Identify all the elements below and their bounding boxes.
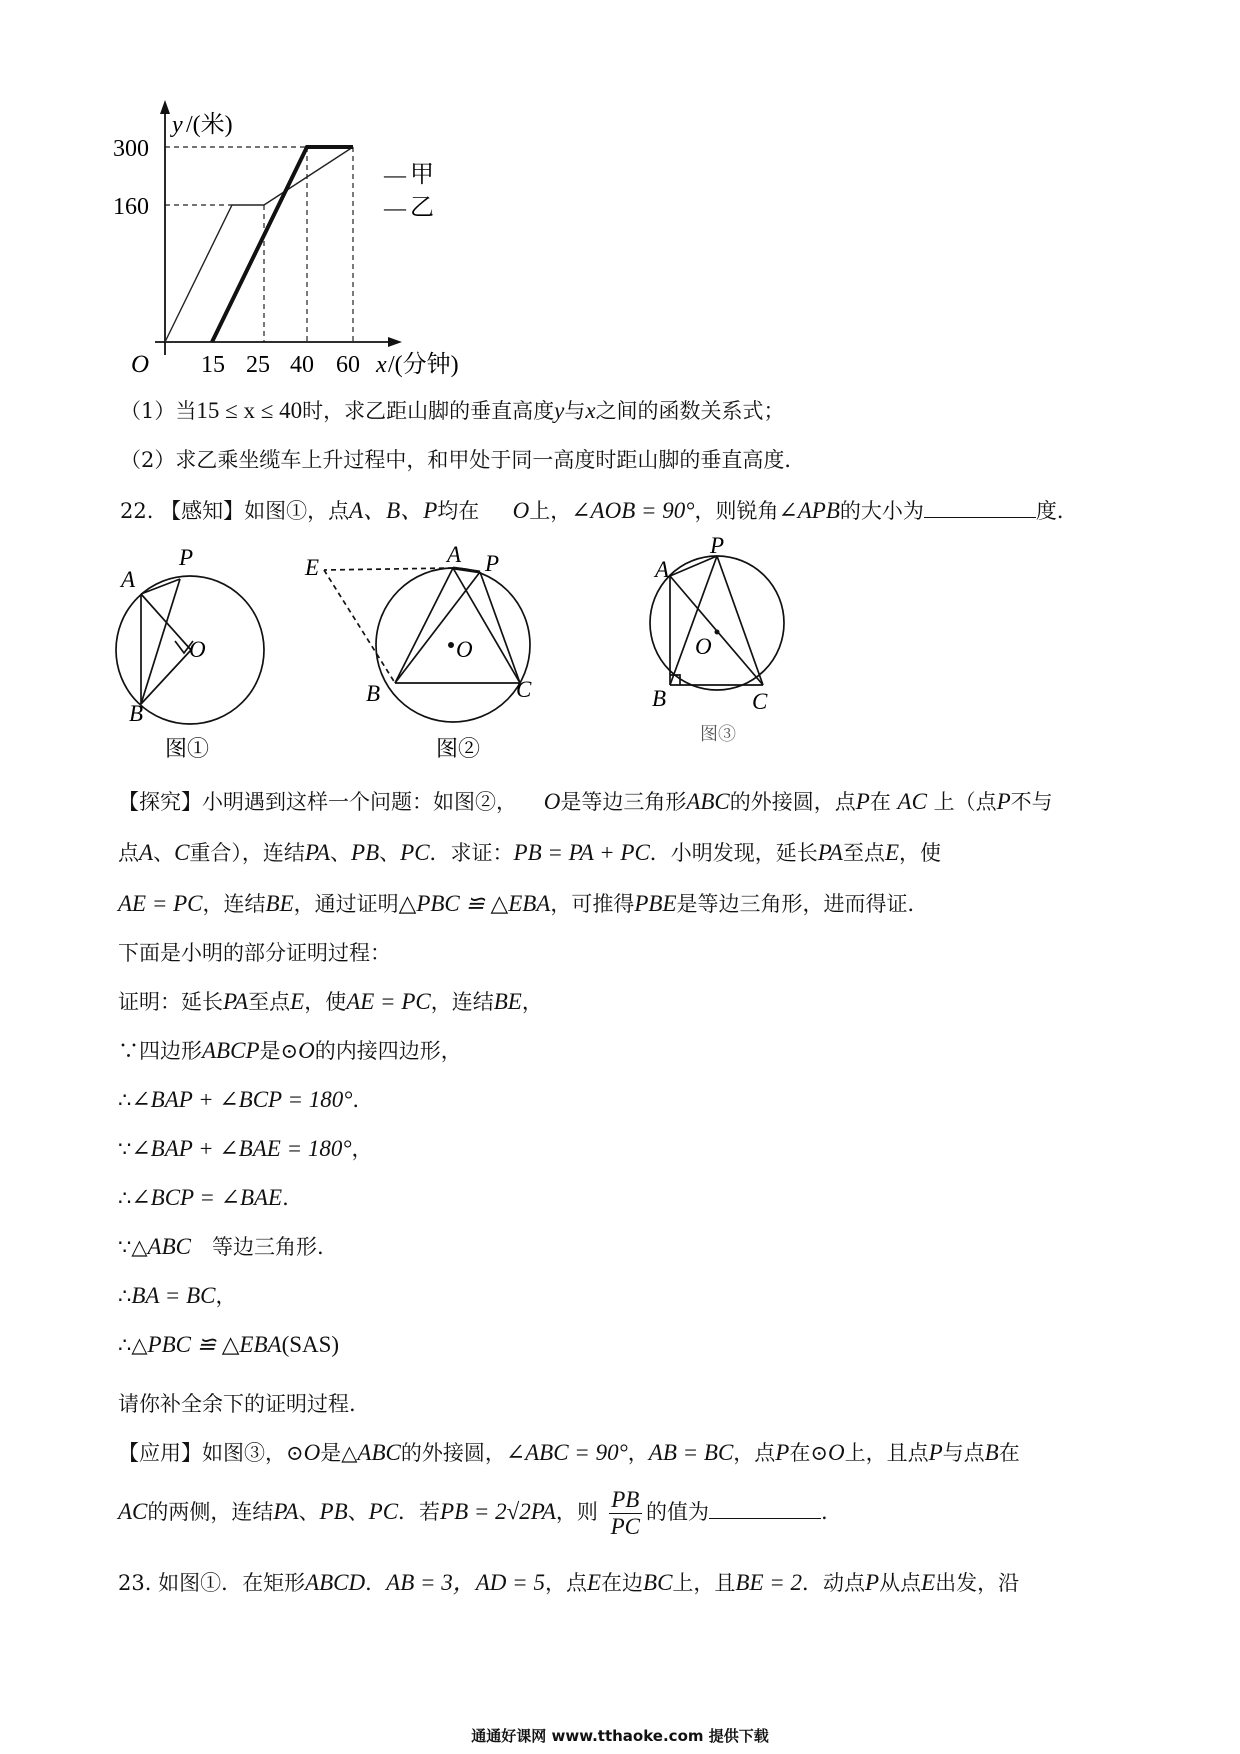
fig2-label-e: E xyxy=(305,555,320,580)
proof-step-7: ∴BA = BC， xyxy=(118,1283,237,1308)
y-tick-160: 160 xyxy=(113,194,149,220)
fig3-label-p: P xyxy=(710,535,725,558)
legend-label-yi: 乙 xyxy=(410,195,434,221)
series-jia-line xyxy=(212,147,353,342)
fig3-label-o: O xyxy=(695,634,712,659)
fig3-label-a: A xyxy=(655,557,670,582)
fig3-caption: 图③ xyxy=(700,724,736,744)
fig2-label-c: C xyxy=(516,677,532,702)
fig3-label-b: B xyxy=(652,686,667,711)
fig1-lines xyxy=(141,579,193,704)
x-axis-unit: /(分钟) xyxy=(388,352,459,378)
proof-step-2: ∵四边形ABCP是⊙O的内接四边形， xyxy=(118,1038,462,1063)
explore-line-2: 点A、C重合），连结PA、PB、PC．求证：PB = PA + PC．小明发现，延长PA至点E，使 xyxy=(118,840,941,865)
apply-line-1: 【应用】如图③，⊙O是△ABC的外接圆，∠ABC = 90°，AB = BC，点P在⊙O上，且点P与点B在 xyxy=(118,1440,1020,1465)
y-axis-unit: /(米) xyxy=(186,112,233,138)
q22-perceive: 22. 【感知】如图①，点A、B、P均在 O上，∠AOB = 90°，则锐角∠APB的大小为 度． xyxy=(120,495,1078,526)
x-axis-var: x xyxy=(376,352,387,378)
y-axis-var: y xyxy=(172,112,183,138)
fig1-label-p: P xyxy=(179,545,194,570)
page-footer: 通通好课网 www.tthaoke.com 提供下载 xyxy=(471,1727,769,1745)
fig2-label-p: P xyxy=(485,551,500,576)
legend-mark-jia: — xyxy=(384,162,406,187)
answer-blank-ratio[interactable] xyxy=(709,1496,821,1519)
fig2-center-dot xyxy=(448,642,454,648)
fig1-label-o: O xyxy=(189,637,206,662)
q21-part1: （1）当15 ≤ x ≤ 40时，求乙距山脚的垂直高度y与x之间的函数关系式； xyxy=(120,398,785,423)
proof-intro: 下面是小明的部分证明过程： xyxy=(118,941,391,965)
y-tick-300: 300 xyxy=(113,136,149,162)
q23-line: 23. 如图①．在矩形ABCD．AB = 3，AD = 5，点E在边BC上，且BE = 2．动点P从点E出发，沿 xyxy=(118,1570,1020,1595)
legend-label-jia: 甲 xyxy=(410,162,434,188)
fig3-lines xyxy=(670,556,763,685)
explore-line-3: AE = PC，连结BE，通过证明△PBC ≌ △EBA，可推得PBE是等边三角形，进而得证． xyxy=(118,891,929,916)
proof-step-1: 证明：延长PA至点E，使AE = PC，连结BE， xyxy=(118,989,543,1014)
q21-part2: （2）求乙乘坐缆车上升过程中，和甲处于同一高度时距山脚的垂直高度． xyxy=(120,448,806,472)
fig2-label-a: A xyxy=(447,542,462,567)
fig2-label-b: B xyxy=(366,681,381,706)
y-axis-arrow-icon xyxy=(160,100,170,114)
fig2-lines xyxy=(324,568,520,683)
fig1-label-a: A xyxy=(121,567,136,592)
fig2-caption: 图② xyxy=(436,736,481,761)
x-tick-60: 60 xyxy=(336,352,360,378)
figures-row xyxy=(100,535,800,770)
fig2-label-o: O xyxy=(456,637,473,662)
proof-step-4: ∵∠BAP + ∠BAE = 180°， xyxy=(118,1136,373,1161)
origin-label: O xyxy=(131,351,150,378)
x-axis-arrow-icon xyxy=(388,337,402,347)
proof-step-6: ∵△ABC 等边三角形. xyxy=(118,1234,324,1259)
legend-mark-yi: — xyxy=(384,195,406,220)
pb-over-pc-fraction: $\frac{PB}{PC}$ xyxy=(610,1487,640,1539)
proof-finish-prompt: 请你补全余下的证明过程. xyxy=(118,1392,356,1416)
fig1-label-b: B xyxy=(129,701,144,726)
x-tick-40: 40 xyxy=(290,352,314,378)
fig1-caption: 图① xyxy=(165,736,210,761)
x-tick-25: 25 xyxy=(246,352,270,378)
fig3-center-dot xyxy=(715,630,720,635)
explore-line-1: 【探究】小明遇到这样一个问题：如图②， O是等边三角形ABC的外接圆，点P在 AC 上（点P不与 xyxy=(118,789,1053,814)
fig3-label-c: C xyxy=(752,689,768,714)
x-tick-15: 15 xyxy=(201,352,225,378)
apply-line-2: AC的两侧，连结PA、PB、PC．若PB = 2√2PA，则 $\frac{PB}{PC}$ 的值为 . xyxy=(118,1487,828,1539)
answer-blank-angle[interactable] xyxy=(924,495,1036,518)
proof-step-8: ∴△PBC ≌ △EBA(SAS) xyxy=(118,1332,340,1357)
distance-time-graph xyxy=(110,95,470,385)
proof-step-3: ∴∠BAP + ∠BCP = 180°. xyxy=(118,1087,360,1112)
proof-step-5: ∴∠BCP = ∠BAE. xyxy=(118,1185,289,1210)
